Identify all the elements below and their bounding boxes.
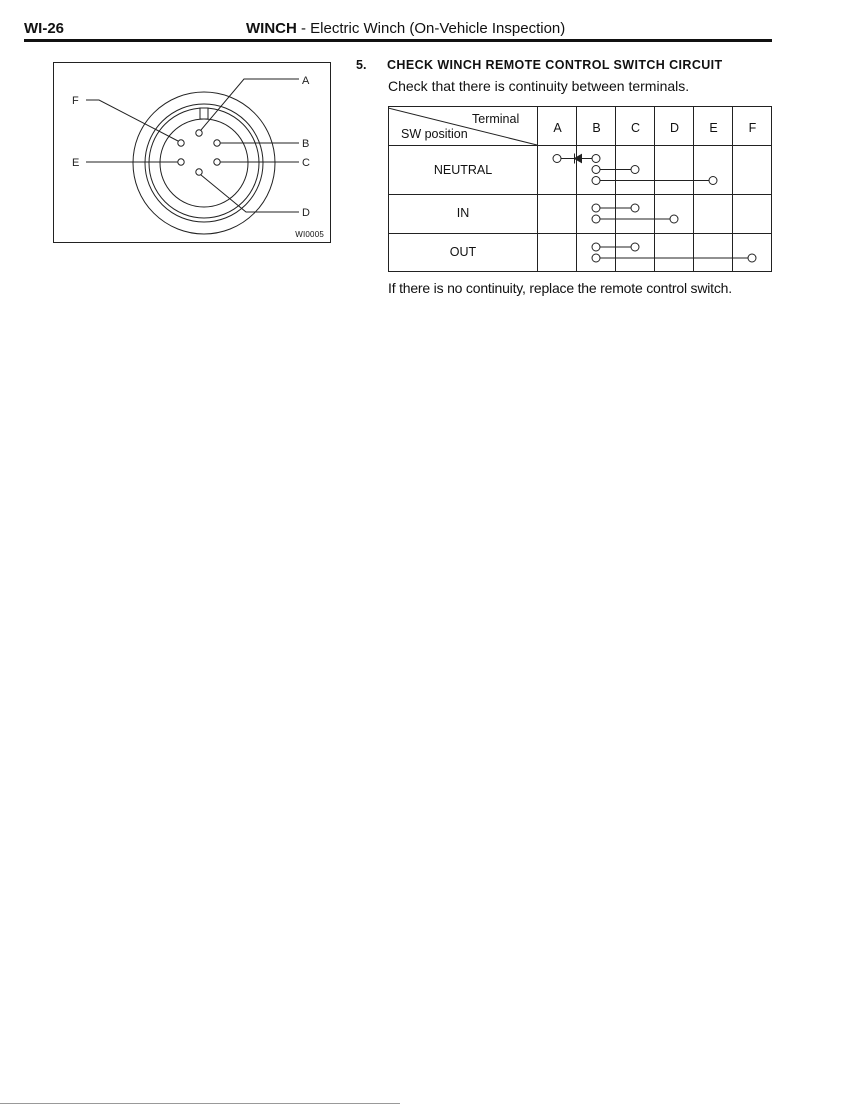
row-header-neutral: NEUTRAL	[433, 163, 493, 177]
row-header-in: IN	[456, 206, 470, 220]
connector-ring-2	[145, 104, 263, 222]
footer-instruction: If there is no continuity, replace the remote control switch.	[388, 280, 732, 296]
column-header-d: D	[669, 121, 680, 135]
terminal-label-f: F	[72, 95, 79, 107]
connector-inner-ring	[160, 119, 248, 207]
column-header-a: A	[553, 121, 562, 135]
continuity-neutral-b-e-terminal-end	[709, 177, 717, 185]
pin-d	[196, 169, 202, 175]
continuity-out-b-f-terminal-start	[592, 254, 600, 262]
terminal-label-a: A	[302, 75, 310, 87]
step-instruction: Check that there is continuity between terminals.	[388, 78, 690, 94]
figure-code: WI0005	[295, 230, 324, 239]
connector-drawing	[54, 63, 332, 244]
pin-e	[178, 159, 184, 165]
terminal-label-d: D	[302, 207, 310, 219]
continuity-neutral-a-b-diode-icon	[575, 155, 582, 163]
page-header	[24, 18, 772, 40]
pin-c	[214, 159, 220, 165]
header-separator: -	[301, 20, 306, 37]
pin-b	[214, 140, 220, 146]
leader-a	[201, 79, 299, 130]
terminal-label-b: B	[302, 138, 310, 150]
continuity-out-b-c-terminal-start	[592, 243, 600, 251]
continuity-in-b-d-terminal-end	[670, 215, 678, 223]
continuity-out-b-c-terminal-end	[631, 243, 639, 251]
header-section: WINCH	[246, 20, 297, 37]
continuity-neutral-b-e-terminal-start	[592, 177, 600, 185]
pin-f	[178, 140, 184, 146]
terminal-label-c: C	[302, 157, 310, 169]
connector-diagram	[53, 62, 331, 243]
column-header-f: F	[748, 121, 757, 135]
header-title	[246, 20, 565, 37]
terminal-label-e: E	[72, 157, 80, 169]
continuity-neutral-a-b-terminal-start	[553, 155, 561, 163]
step-number: 5.	[356, 58, 367, 72]
column-header-e: E	[709, 121, 718, 135]
column-header-b: B	[592, 121, 601, 135]
bottom-rule	[0, 1103, 400, 1104]
corner-label-terminal: Terminal	[472, 112, 520, 126]
continuity-neutral-b-c-terminal-end	[631, 166, 639, 174]
corner-label-sw-position: SW position	[401, 127, 468, 141]
continuity-in-b-d-terminal-start	[592, 215, 600, 223]
column-header-c: C	[630, 121, 641, 135]
header-subtitle: Electric Winch (On-Vehicle Inspection)	[310, 20, 566, 37]
continuity-neutral-b-c-terminal-start	[592, 166, 600, 174]
continuity-in-b-c-terminal-end	[631, 204, 639, 212]
page-id: WI-26	[24, 20, 65, 37]
connector-key-notch	[200, 108, 208, 119]
row-header-out: OUT	[449, 245, 477, 259]
leader-f	[86, 100, 178, 141]
header-rule	[24, 39, 772, 42]
continuity-out-b-f-terminal-end	[748, 254, 756, 262]
connector-ring-3	[149, 108, 259, 218]
pin-a	[196, 130, 202, 136]
continuity-in-b-c-terminal-start	[592, 204, 600, 212]
continuity-neutral-a-b-terminal-end	[592, 155, 600, 163]
continuity-table	[388, 106, 772, 272]
step-title: CHECK WINCH REMOTE CONTROL SWITCH CIRCUIT	[387, 58, 723, 72]
